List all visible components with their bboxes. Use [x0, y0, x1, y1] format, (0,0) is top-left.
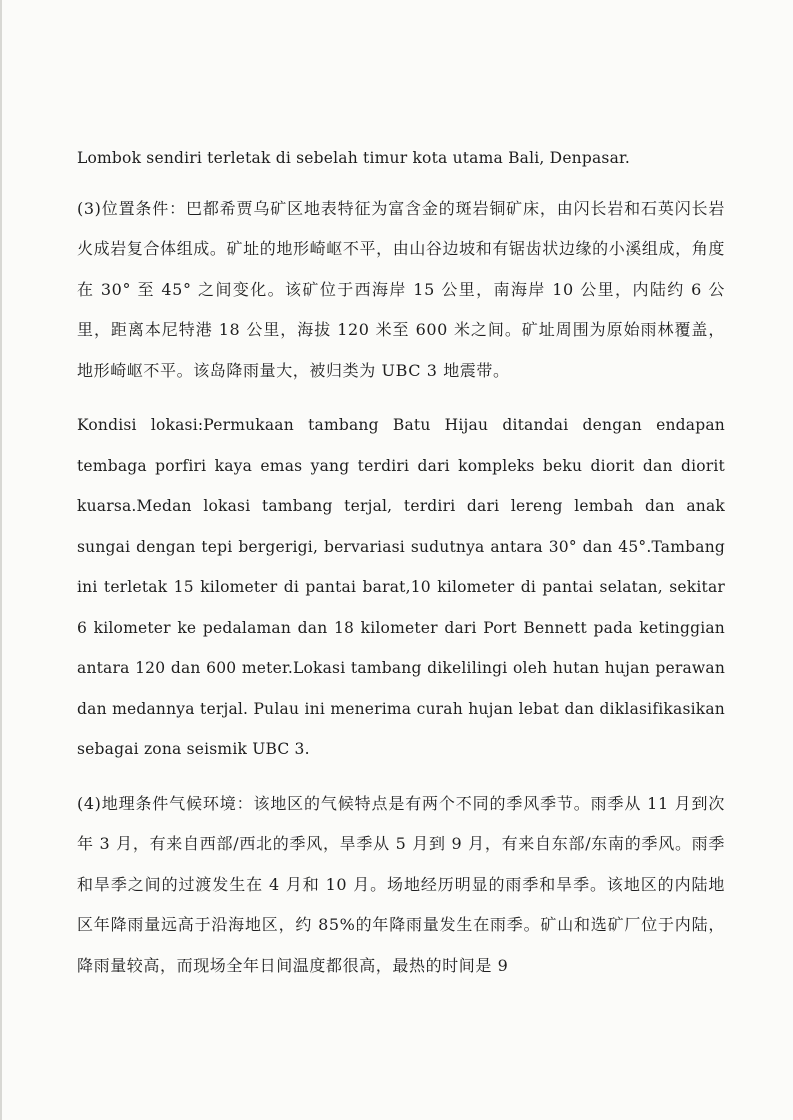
paragraph-location-conditions-cn: (3)位置条件：巴都希贾乌矿区地表特征为富含金的斑岩铜矿床，由闪长岩和石英闪长岩火成岩复合体组成。矿址的地形崎岖不平，由山谷边坡和有锯齿状边缘的小溪组成，角度在 30° 至 45° 之间变化。该矿位于西海岸 15 公里，南海岸 10 公里，内陆约 6 公里，距离本尼特港 18 公里，海拔 120 米至 600 米之间。矿址周围为原始雨林覆盖，地形崎岖不平。该岛降雨量大，被归类为 UBC 3 地震带。	[77, 198, 725, 380]
scan-edge	[0, 0, 2, 1120]
paragraph-location-conditions-id: Kondisi lokasi:Permukaan tambang Batu Hijau ditandai dengan endapan tembaga porfiri kaya emas yang terdiri dari kompleks beku diorit dan diorit kuarsa.Medan lokasi tambang terjal, terdiri dari lereng lembah dan anak sungai dengan tepi bergerigi, bervariasi sudutnya antara 30° dan 45°.Tambang ini terletak 15 kilometer di pantai barat,10 kilometer di pantai selatan, sekitar 6 kilometer ke pedalaman dan 18 kilometer dari Port Bennett pada ketinggian antara 120 dan 600 meter.Lokasi tambang dikelilingi oleh hutan hujan perawan dan medannya terjal. Pulau ini menerima curah hujan lebat dan diklasifikasikan sebagai zona seismik UBC 3.	[77, 416, 725, 758]
paragraph-lombok-location: Lombok sendiri terletak di sebelah timur kota utama Bali, Denpasar.	[77, 149, 631, 167]
paragraph-climate-conditions-cn: (4)地理条件气候环境：该地区的气候特点是有两个不同的季风季节。雨季从 11 月到次年 3 月，有来自西部/西北的季风，旱季从 5 月到 9 月，有来自东部/东南的季风。雨季和旱季之间的过渡发生在 4 月和 10 月。场地经历明显的雨季和旱季。该地区的内陆地区年降雨量远高于沿海地区，约 85%的年降雨量发生在雨季。矿山和选矿厂位于内陆，降雨量较高，而现场全年日间温度都很高，最热的时间是 9	[77, 793, 725, 975]
document-body	[77, 138, 725, 1000]
